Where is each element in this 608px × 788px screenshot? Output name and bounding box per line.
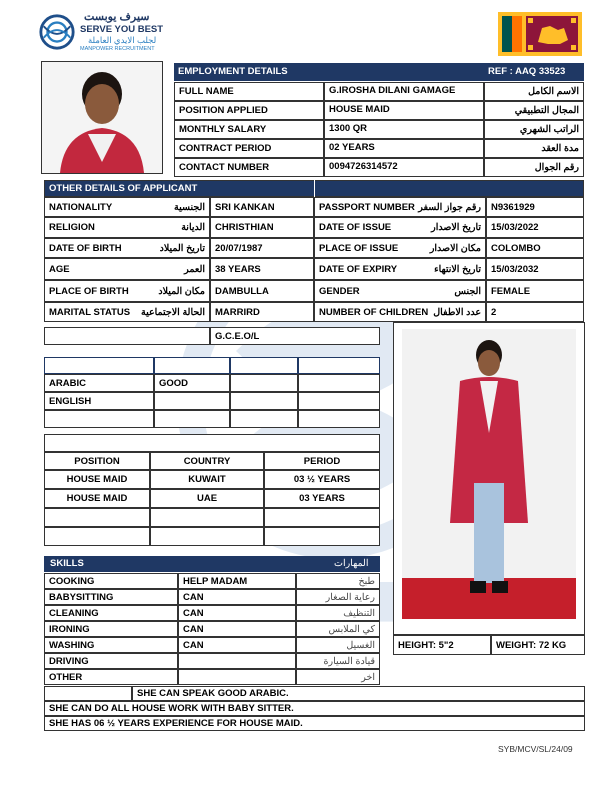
full-body-photo: [393, 322, 585, 635]
skill-name-ar: التنظيف: [296, 605, 380, 621]
language-header: WRITE: [298, 357, 380, 374]
skill-value: CAN: [178, 589, 296, 605]
other-label-ar: رقم جواز السفر: [418, 201, 481, 213]
employment-label-ar: المجال التطبيقي: [484, 101, 584, 120]
other-label: [44, 302, 210, 322]
other-label: [44, 258, 210, 280]
other-details-title: OTHER DETAILS OF APPLICANT: [49, 183, 198, 194]
other-label-en: RELIGION: [49, 222, 95, 233]
other-label-en: GENDER: [319, 285, 360, 297]
header-divider: [314, 180, 315, 197]
other-label: [314, 302, 486, 322]
other-value: MARRIRD: [210, 302, 314, 322]
other-label-en: AGE: [49, 263, 70, 275]
work-cell: HOUSE MAID: [44, 489, 150, 508]
other-label-en: PLACE OF BIRTH: [49, 285, 129, 297]
other-label-ar: تاريخ الاصدار: [431, 222, 481, 233]
skills-header: [44, 556, 380, 572]
work-cell: 03 ½ YEARS: [264, 470, 380, 489]
skill-name: OTHER: [44, 669, 178, 685]
logo-subtitle: MANPOWER RECRUITMENT: [80, 46, 155, 52]
skill-name-ar: اخر: [296, 669, 380, 685]
work-cell: [150, 527, 264, 546]
employment-header: [174, 63, 584, 81]
work-cell: [264, 527, 380, 546]
other-value: FEMALE: [486, 280, 584, 302]
other-label-ar: عدد الاطفال: [433, 306, 481, 318]
employment-label: CONTACT NUMBER: [174, 158, 324, 177]
skill-value: CAN: [178, 621, 296, 637]
language-header: READ: [230, 357, 298, 374]
other-label: [314, 238, 486, 258]
other-label-en: MARITAL STATUS: [49, 306, 131, 318]
work-experience-title: WORK EXPERIENCE: [44, 434, 380, 452]
work-header: COUNTRY: [150, 452, 264, 470]
other-value: 38 YEARS: [210, 258, 314, 280]
work-header: PERIOD: [264, 452, 380, 470]
work-cell: 03 YEARS: [264, 489, 380, 508]
language-cell: GOOD: [154, 374, 230, 392]
other-value: N9361929: [486, 197, 584, 217]
sri-lanka-flag-icon: [498, 12, 582, 56]
other-label-en: DATE OF BIRTH: [49, 242, 122, 254]
language-cell: ENGLISH: [44, 392, 154, 410]
other-value: COLOMBO: [486, 238, 584, 258]
portrait-photo: [41, 61, 163, 174]
other-label-ar: العمر: [184, 263, 205, 275]
globe-logo-icon: [38, 12, 76, 52]
language-cell: ARABIC: [44, 374, 154, 392]
ref-number: REF : AAQ 33523: [488, 66, 566, 77]
skills-title-ar: المهارات: [334, 558, 369, 569]
skill-value: CAN: [178, 605, 296, 621]
employment-label: POSITION APPLIED: [174, 101, 324, 120]
other-value: DAMBULLA: [210, 280, 314, 302]
employment-label: MONTHLY SALARY: [174, 120, 324, 139]
work-cell: [150, 508, 264, 527]
employment-value: 02 YEARS: [324, 139, 484, 158]
other-label-en: DATE OF ISSUE: [319, 222, 392, 233]
work-cell: KUWAIT: [150, 470, 264, 489]
other-label-en: PASSPORT NUMBER: [319, 201, 415, 213]
skill-name-ar: رعاية الصغار: [296, 589, 380, 605]
employment-value: 0094726314572: [324, 158, 484, 177]
other-value: 20/07/1987: [210, 238, 314, 258]
logo-arabic-sub: لجلب الايدي العاملة: [88, 35, 157, 45]
work-header: POSITION: [44, 452, 150, 470]
work-cell: [44, 508, 150, 527]
work-cell: [44, 527, 150, 546]
other-label-ar: الديانة: [181, 222, 205, 233]
language-cell: [298, 410, 380, 428]
company-logo: [38, 10, 178, 56]
skill-value: HELP MADAM: [178, 573, 296, 589]
other-label-en: DATE OF EXPIRY: [319, 263, 398, 275]
height-value: HEIGHT: 5"2: [393, 635, 491, 655]
employment-label-ar: الراتب الشهري: [484, 120, 584, 139]
other-label-en: PLACE OF ISSUE: [319, 242, 399, 254]
other-label: [44, 197, 210, 217]
language-cell: [44, 410, 154, 428]
skill-name: BABYSITTING: [44, 589, 178, 605]
employment-value: HOUSE MAID: [324, 101, 484, 120]
other-label-ar: الجنسية: [174, 201, 205, 213]
skill-name: WASHING: [44, 637, 178, 653]
education-value: G.C.E.O/L: [210, 327, 380, 345]
language-header: SPEAK: [154, 357, 230, 374]
other-label-ar: مكان الميلاد: [158, 285, 205, 297]
person-full-body-icon: [394, 323, 584, 634]
remarks-line-2: SHE CAN DO ALL HOUSE WORK WITH BABY SITTER.: [44, 701, 585, 716]
weight-value: WEIGHT: 72 KG: [491, 635, 585, 655]
remarks-line-1: SHE CAN SPEAK GOOD ARABIC.: [132, 686, 585, 701]
language-cell: [298, 374, 380, 392]
skill-value: CAN: [178, 637, 296, 653]
employment-label: CONTRACT PERIOD: [174, 139, 324, 158]
other-label-en: NATIONALITY: [49, 201, 113, 213]
work-cell: HOUSE MAID: [44, 470, 150, 489]
language-cell: [230, 410, 298, 428]
skill-name-ar: كي الملابس: [296, 621, 380, 637]
other-label: [44, 280, 210, 302]
other-label: [314, 280, 486, 302]
other-value: 2: [486, 302, 584, 322]
skill-name-ar: الغسيل: [296, 637, 380, 653]
work-cell: [264, 508, 380, 527]
other-label: [314, 217, 486, 238]
other-value: SRI KANKAN: [210, 197, 314, 217]
employment-title: EMPLOYMENT DETAILS: [178, 66, 288, 77]
employment-value: 1300 QR: [324, 120, 484, 139]
employment-label-ar: مدة العقد: [484, 139, 584, 158]
logo-arabic: سيرف يوبست: [84, 11, 150, 23]
other-label-ar: مكان الاصدار: [429, 242, 481, 254]
remarks-line-3: SHE HAS 06 ½ YEARS EXPERIENCE FOR HOUSE MAID.: [44, 716, 585, 731]
language-cell: [154, 392, 230, 410]
language-cell: [230, 374, 298, 392]
other-value: CHRISTHIAN: [210, 217, 314, 238]
skill-value: [178, 653, 296, 669]
other-label: [44, 217, 210, 238]
skills-title: SKILLS: [50, 558, 84, 569]
employment-label-ar: رقم الجوال: [484, 158, 584, 177]
logo-english: SERVE YOU BEST: [80, 24, 164, 35]
skill-name-ar: قيادة السيارة: [296, 653, 380, 669]
work-cell: UAE: [150, 489, 264, 508]
other-label-ar: تاريخ الانتهاء: [434, 263, 481, 275]
employment-label: FULL NAME: [174, 82, 324, 101]
other-label-ar: الجنس: [454, 285, 481, 297]
remarks-label: REMARKS: [44, 686, 132, 701]
other-label: [44, 238, 210, 258]
skill-name: COOKING: [44, 573, 178, 589]
skill-name: CLEANING: [44, 605, 178, 621]
skill-name-ar: طبخ: [296, 573, 380, 589]
language-header: LANGUAGE LITERACY: [44, 357, 154, 374]
other-label: [314, 197, 486, 217]
skill-name: DRIVING: [44, 653, 178, 669]
employment-label-ar: الاسم الكامل: [484, 82, 584, 101]
skill-name: IRONING: [44, 621, 178, 637]
other-value: 15/03/2022: [486, 217, 584, 238]
other-label-ar: الحالة الاجتماعية: [141, 306, 205, 318]
other-value: 15/03/2032: [486, 258, 584, 280]
footer-code: SYB/MCV/SL/24/09: [498, 744, 573, 754]
other-label: [314, 258, 486, 280]
employment-value: G.IROSHA DILANI GAMAGE: [324, 82, 484, 101]
other-label-ar: تاريخ الميلاد: [159, 242, 205, 254]
language-cell: [298, 392, 380, 410]
person-portrait-icon: [42, 62, 162, 173]
language-cell: [230, 392, 298, 410]
education-label: EDUCATION LEVEL: [44, 327, 210, 345]
language-cell: [154, 410, 230, 428]
other-label-en: NUMBER OF CHILDREN: [319, 306, 429, 318]
skill-value: [178, 669, 296, 685]
